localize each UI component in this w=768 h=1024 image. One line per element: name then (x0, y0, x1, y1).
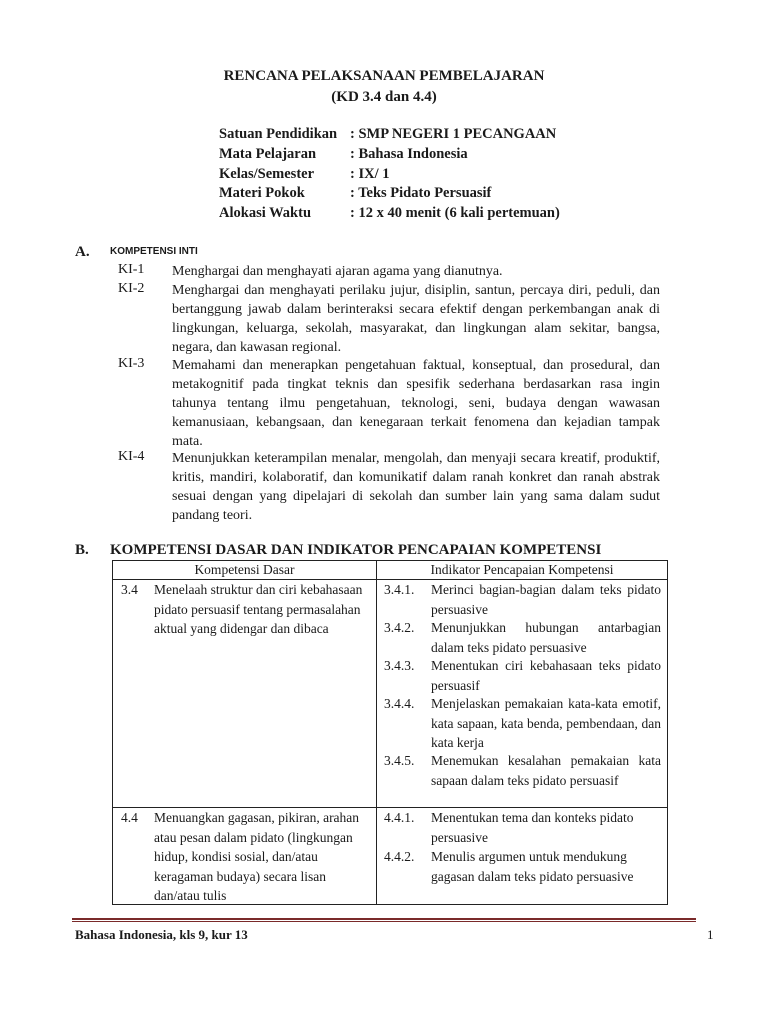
indicator-text: Menunjukkan hubungan antarbagian dalam teks pidato persuasive (431, 620, 661, 655)
meta-label: Alokasi Waktu (219, 205, 312, 221)
indicator-number: 3.4.2. (384, 620, 415, 635)
kd-text: Menelaah struktur dan ciri kebahasaan pidato persuasif tentang permasalahan aktual yang didengar dan dibaca (154, 582, 363, 636)
indicator-number: 3.4.5. (384, 753, 415, 768)
meta-value: : SMP NEGERI 1 PECANGAAN (350, 126, 557, 142)
section-a-heading: KOMPETENSI INTI (110, 246, 198, 257)
indicator-number: 3.4.1. (384, 582, 415, 597)
meta-label: Kelas/Semester (219, 166, 315, 182)
document-subtitle: (KD 3.4 dan 4.4) (331, 89, 437, 105)
indicator-text: Menentukan ciri kebahasaan teks pidato persuasif (431, 658, 661, 693)
ki-text: Menunjukkan keterampilan menalar, mengolah, dan menyaji secara kreatif, produktif, kritis, mandiri, kolaboratif, dan komunikatif dalam ranah konkret dan ranah abstrak sesuai dengan yang dipelajari di sekolah dan sumber lain yang sama dalam sudut pandang teori. (172, 451, 660, 523)
meta-label: Satuan Pendidikan (219, 126, 338, 142)
meta-label: Mata Pelajaran (219, 146, 317, 162)
section-b-letter: B. (75, 542, 89, 558)
indicator-text: Menulis argumen untuk mendukung gagasan dalam teks pidato persuasive (431, 849, 634, 884)
indicator-number: 4.4.1. (384, 810, 415, 825)
table-header-kd: Kompetensi Dasar (194, 562, 295, 577)
ki-text: Menghargai dan menghayati ajaran agama yang dianutnya. (172, 264, 503, 279)
meta-value: : Teks Pidato Persuasif (350, 185, 492, 201)
indicator-number: 4.4.2. (384, 849, 415, 864)
ki-code: KI-1 (118, 262, 145, 277)
indicator-number: 3.4.4. (384, 696, 415, 711)
ki-text: Menghargai dan menghayati perilaku jujur, disiplin, santun, percaya diri, peduli, dan bertanggung jawab dalam berinteraksi secara efektif dengan perkembangan anak di lingkungan, keluarga, sekolah, masyarakat, dan lingkungan alam sekitar, bangsa, negara, dan kawasan regional. (172, 283, 660, 355)
ki-code: KI-4 (118, 449, 145, 464)
indicator-text: Menentukan tema dan konteks pidato persuasive (431, 810, 634, 845)
kd-text: Menuangkan gagasan, pikiran, arahan atau pesan dalam pidato (lingkungan hidup, kondisi sosial, dan/atau keragaman budaya) secara lisan dan/atau tulis (154, 810, 360, 903)
footer-rule-thick (72, 918, 696, 920)
indicator-number: 3.4.3. (384, 658, 415, 673)
section-b-heading: KOMPETENSI DASAR DAN INDIKATOR PENCAPAIAN KOMPETENSI (110, 542, 602, 558)
meta-value: : Bahasa Indonesia (350, 146, 468, 162)
indicator-text: Menjelaskan pemakaian kata-kata emotif, kata sapaan, kata benda, pembendaan, dan kata kerja (431, 696, 661, 750)
page-number: 1 (707, 927, 714, 942)
meta-value: : 12 x 40 menit (6 kali pertemuan) (350, 205, 560, 221)
footer-rule-thin (72, 921, 696, 922)
footer-text: Bahasa Indonesia, kls 9, kur 13 (75, 927, 248, 942)
document-title: RENCANA PELAKSANAAN PEMBELAJARAN (223, 68, 545, 84)
section-a-letter: A. (75, 244, 90, 260)
ki-code: KI-2 (118, 281, 145, 296)
meta-value: : IX/ 1 (350, 166, 390, 182)
kd-number: 3.4 (121, 582, 138, 597)
kd-table (112, 560, 668, 905)
indicator-text: Merinci bagian-bagian dalam teks pidato persuasive (431, 582, 661, 617)
meta-label: Materi Pokok (219, 185, 305, 201)
kd-number: 4.4 (121, 810, 138, 825)
ki-text: Memahami dan menerapkan pengetahuan faktual, konseptual, dan prosedural, dan metakognitif pada tingkat teknis dan spesifik sederhana berdasarkan rasa ingin tahunya tentang ilmu pengetahuan, teknologi, seni, budaya dengan wawasan kemanusiaan, kebangsaan, dan kenegaraan terkait fenomena dan kejadian tampak mata. (172, 358, 660, 449)
ki-code: KI-3 (118, 356, 145, 371)
indicator-text: Menemukan kesalahan pemakaian kata sapaan dalam teks pidato persuasif (431, 753, 661, 788)
table-column-divider (376, 561, 377, 904)
table-header-indicator: Indikator Pencapaian Kompetensi (430, 562, 614, 577)
